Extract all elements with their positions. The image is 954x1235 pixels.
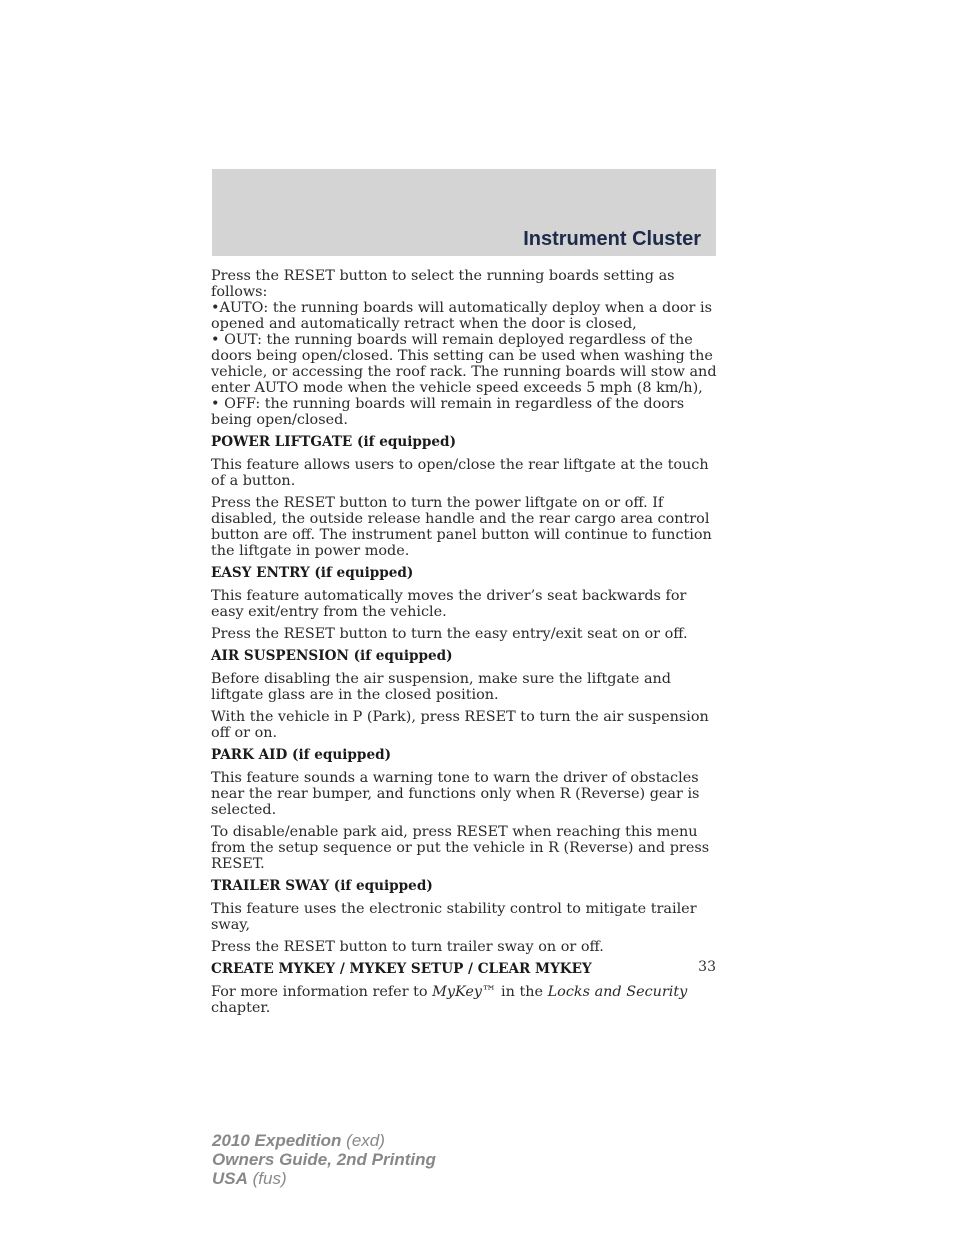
footer-model: 2010 Expedition — [212, 1131, 342, 1150]
heading-park-aid: PARK AID (if equipped) — [211, 747, 392, 763]
footer — [212, 1131, 436, 1188]
paragraph: Press the RESET button to turn the power liftgate on or off. If disabled, the outside release handle and the rear cargo area control button are off. The instrument panel button will continue to function the liftgate in power mode. — [211, 495, 712, 559]
page-content — [211, 268, 717, 1022]
heading-power-liftgate: POWER LIFTGATE (if equipped) — [211, 434, 456, 450]
bullet-out: • OUT: the running boards will remain deployed regardless of the doors being open/closed. This setting can be used when washing the vehicle, or accessing the roof rack. The running boards will stow and enter AUTO mode when the vehicle speed exceeds 5 mph (8 km/h), — [211, 332, 717, 396]
page-number: 33 — [698, 959, 716, 975]
footer-market-code: (fus) — [247, 1169, 287, 1188]
paragraph: Before disabling the air suspension, make sure the liftgate and liftgate glass are in the closed position. — [211, 671, 672, 703]
paragraph: This feature allows users to open/close the rear liftgate at the touch of a button. — [211, 457, 709, 489]
paragraph: With the vehicle in P (Park), press RESET to turn the air suspension off or on. — [211, 709, 709, 741]
text: chapter. — [211, 1000, 271, 1016]
heading-easy-entry: EASY ENTRY (if equipped) — [211, 565, 414, 581]
paragraph: Press the RESET button to turn the easy entry/exit seat on or off. — [211, 626, 688, 642]
intro-line: Press the RESET button to select the running boards setting as follows: — [211, 268, 675, 300]
footer-code: (exd) — [341, 1131, 385, 1150]
heading-trailer-sway: TRAILER SWAY (if equipped) — [211, 878, 433, 894]
footer-line-1 — [212, 1131, 436, 1150]
header-band — [212, 169, 716, 256]
footer-market: USA — [212, 1169, 248, 1188]
section-title: Instrument Cluster — [523, 228, 701, 250]
bullet-auto: •AUTO: the running boards will automatically deploy when a door is opened and automatically retract when the door is closed, — [211, 300, 712, 332]
heading-mykey: CREATE MYKEY / MYKEY SETUP / CLEAR MYKEY — [211, 961, 592, 977]
footer-line-2 — [212, 1150, 436, 1169]
paragraph: This feature uses the electronic stability control to mitigate trailer sway, — [211, 901, 697, 933]
paragraph-mykey — [211, 984, 717, 1016]
bullet-off: • OFF: the running boards will remain in regardless of the doors being open/closed. — [211, 396, 685, 428]
text: in the — [496, 984, 548, 1000]
chapter-reference: Locks and Security — [547, 984, 688, 1000]
text: For more information refer to — [211, 984, 433, 1000]
footer-line-3 — [212, 1169, 436, 1188]
footer-edition: Owners Guide, 2nd Printing — [212, 1150, 436, 1169]
mykey-reference: MyKey™ — [432, 984, 497, 1000]
paragraph: Press the RESET button to turn trailer sway on or off. — [211, 939, 604, 955]
paragraph: This feature sounds a warning tone to warn the driver of obstacles near the rear bumper, and functions only when R (Reverse) gear is selected. — [211, 770, 700, 818]
heading-air-suspension: AIR SUSPENSION (if equipped) — [211, 648, 453, 664]
paragraph: To disable/enable park aid, press RESET when reaching this menu from the setup sequence or put the vehicle in R (Reverse) and press RESET. — [211, 824, 710, 872]
paragraph: This feature automatically moves the driver’s seat backwards for easy exit/entry from the vehicle. — [211, 588, 687, 620]
